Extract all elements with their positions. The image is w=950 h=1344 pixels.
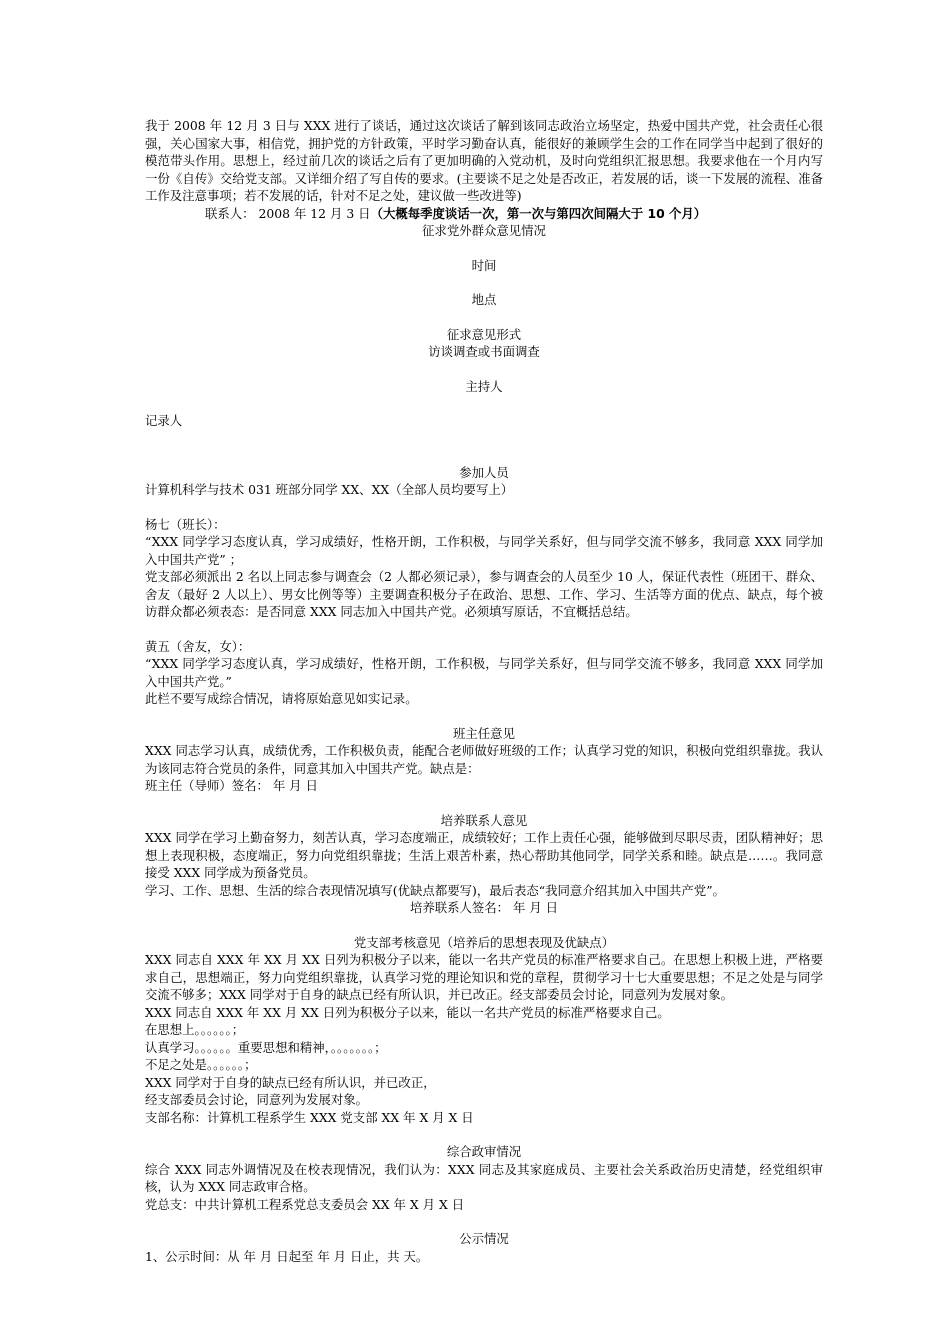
cultivator-note: 学习、工作、思想、生活的综合表现情况填写(优缺点都要写)，最后表态“我同意介绍其加入中国共产党”。 [145,882,725,898]
branch-line-agree: 经支部委员会讨论，同意列为发展对象。 [145,1092,369,1107]
intro-paragraph: 我于 2008 年 12 月 3 日与 XXX 进行了谈话，通过这次谈话了解到该同志政治立场坚定，热爱中国共产党，社会责任心很强，关心国家大事，相信党，拥护党的方针政策，平时学习勤奋认真，能很好的兼顾学生会的工作在同学当中起到了很好的模范带头作用。思想上，经过前几次的谈话之后有了更加明确的入党动机，及时向党组织汇报思想。我要求他在一个月内写一份《自传》交给党支部。又详细介绍了写自传的要求。(主要谈不足之处是否改正，若发展的话，谈一下发展的流程、准备工作及注意事项；若不发展的话，针对不足之处，建议做一些改进等) [145,118,823,203]
contact-note: （大概每季度谈话一次，第一次与第四次间隔大于 10 个月） [370,205,707,221]
head-teacher-signature: 班主任（导师）签名： 年 月 日 [145,778,318,793]
political-text: 综合 XXX 同志外调情况及在校表现情况，我们认为：XXX 同志及其家庭成员、主要社会关系政治历史清楚，经党组织审核，认为 XXX 同志政审合格。 [145,1161,823,1194]
branch-text1: XXX 同志自 XXX 年 XX 月 XX 日列为积极分子以来，能以一名共产党员的标准严格要求自己。在思想上积极上进，严格要求自己，思想端正，努力向党组织靠拢，认真学习党的理论知识和党的章程，贯彻学习十七大重要思想；不足之处是与同学交流不够多；XXX 同学对于自身的缺点已经有所认识，并已改正。经支部委员会讨论，同意列为发展对象。 [145,952,823,1002]
branch-title: 党支部考核意见（培养后的思想表现及优缺点） [353,934,615,950]
opinion2-name: 黄五（舍友，女）： [145,638,251,654]
publicity-time-line: 1、公示时间：从 年 月 日起至 年 月 日止，共 天。 [145,1248,429,1264]
branch-line-aware: XXX 同学对于自身的缺点已经有所认识，并已改正， [145,1074,436,1090]
cultivator-signature: 培养联系人签名： 年 月 日 [409,900,559,915]
survey-time-label: 时间 [471,257,497,273]
head-teacher-title: 班主任意见 [453,725,515,741]
opinion1-note: 党支部必须派出 2 名以上同志参与调查会（2 人都必须记录），参与调查会的人员至少 10 人，保证代表性（班团干、群众、舍友（最好 2 人以上）、男女比例等等）主要调查积极分子在政治、思想、工作、学习、生活等方面的优点、缺点，每个被访群众都必须表态：是否同意 XXX 同志加入中国共产党。必须填写原话，不宜概括总结。 [145,569,823,619]
survey-form-label: 征求意见形式 [446,326,522,342]
survey-form-value: 访谈调查或书面调查 [428,344,540,359]
contact-line [145,205,823,223]
branch-line-shortcoming: 不足之处是。。。。。。； [145,1057,257,1072]
cultivator-title: 培养联系人意见 [440,812,528,828]
survey-host-label: 主持人 [465,378,503,394]
document-page [145,117,823,1265]
branch-text2: XXX 同志自 XXX 年 XX 月 XX 日列为积极分子以来，能以一名共产党员的标准严格要求自己。 [145,1004,670,1020]
branch-line-thought: 在思想上。。。。。。； [145,1022,245,1037]
cultivator-text: XXX 同学在学习上勤奋努力，刻苦认真，学习态度端正，成绩较好；工作上责任心强，能够做到尽职尽责，团队精神好；思想上表现积极，态度端正，努力向党组织靠拢；生活上艰苦朴素，热心帮助其他同学，同学关系和睦。缺点是……。我同意接受 XXX 同学成为预备党员。 [145,830,823,880]
opinion2-text: “XXX 同学学习态度认真，学习成绩好，性格开朗，工作积极，与同学关系好，但与同学交流不够多，我同意 XXX 同学加入中国共产党。” [145,656,823,689]
political-general-branch: 党总支：中共计算机工程系党总支委员会 XX 年 X 月 X 日 [145,1196,465,1212]
opinion1-name: 杨七（班长）： [145,516,226,532]
publicity-title: 公示情况 [459,1231,509,1246]
survey-participants-value: 计算机科学与技术 031 班部分同学 XX、XX（全部人员均要写上） [145,482,514,497]
survey-participants-label: 参加人员 [459,464,509,480]
contact-date: 联系人： 2008 年 12 月 3 日 [205,205,371,221]
branch-name: 支部名称：计算机工程系学生 XXX 党支部 XX 年 X 月 X 日 [145,1109,474,1125]
survey-place-label: 地点 [471,292,497,307]
opinion1-text: “XXX 同学学习态度认真，学习成绩好，性格开朗，工作积极，与同学关系好，但与同学交流不够多，我同意 XXX 同学加入中国共产党” ； [145,534,823,567]
survey-title: 征求党外群众意见情况 [422,223,546,238]
head-teacher-text: XXX 同志学习认真，成绩优秀，工作积极负责，能配合老师做好班级的工作；认真学习党的知识，积极向党组织靠拢。我认为该同志符合党员的条件，同意其加入中国共产党。缺点是： [145,743,823,776]
political-title: 综合政审情况 [446,1144,522,1159]
branch-line-study: 认真学习。。。。。。重要思想和精神，。。。。。。。； [145,1039,387,1055]
survey-recorder-label: 记录人 [145,413,183,428]
opinion2-note: 此栏不要写成综合情况，请将原始意见如实记录。 [145,691,418,706]
